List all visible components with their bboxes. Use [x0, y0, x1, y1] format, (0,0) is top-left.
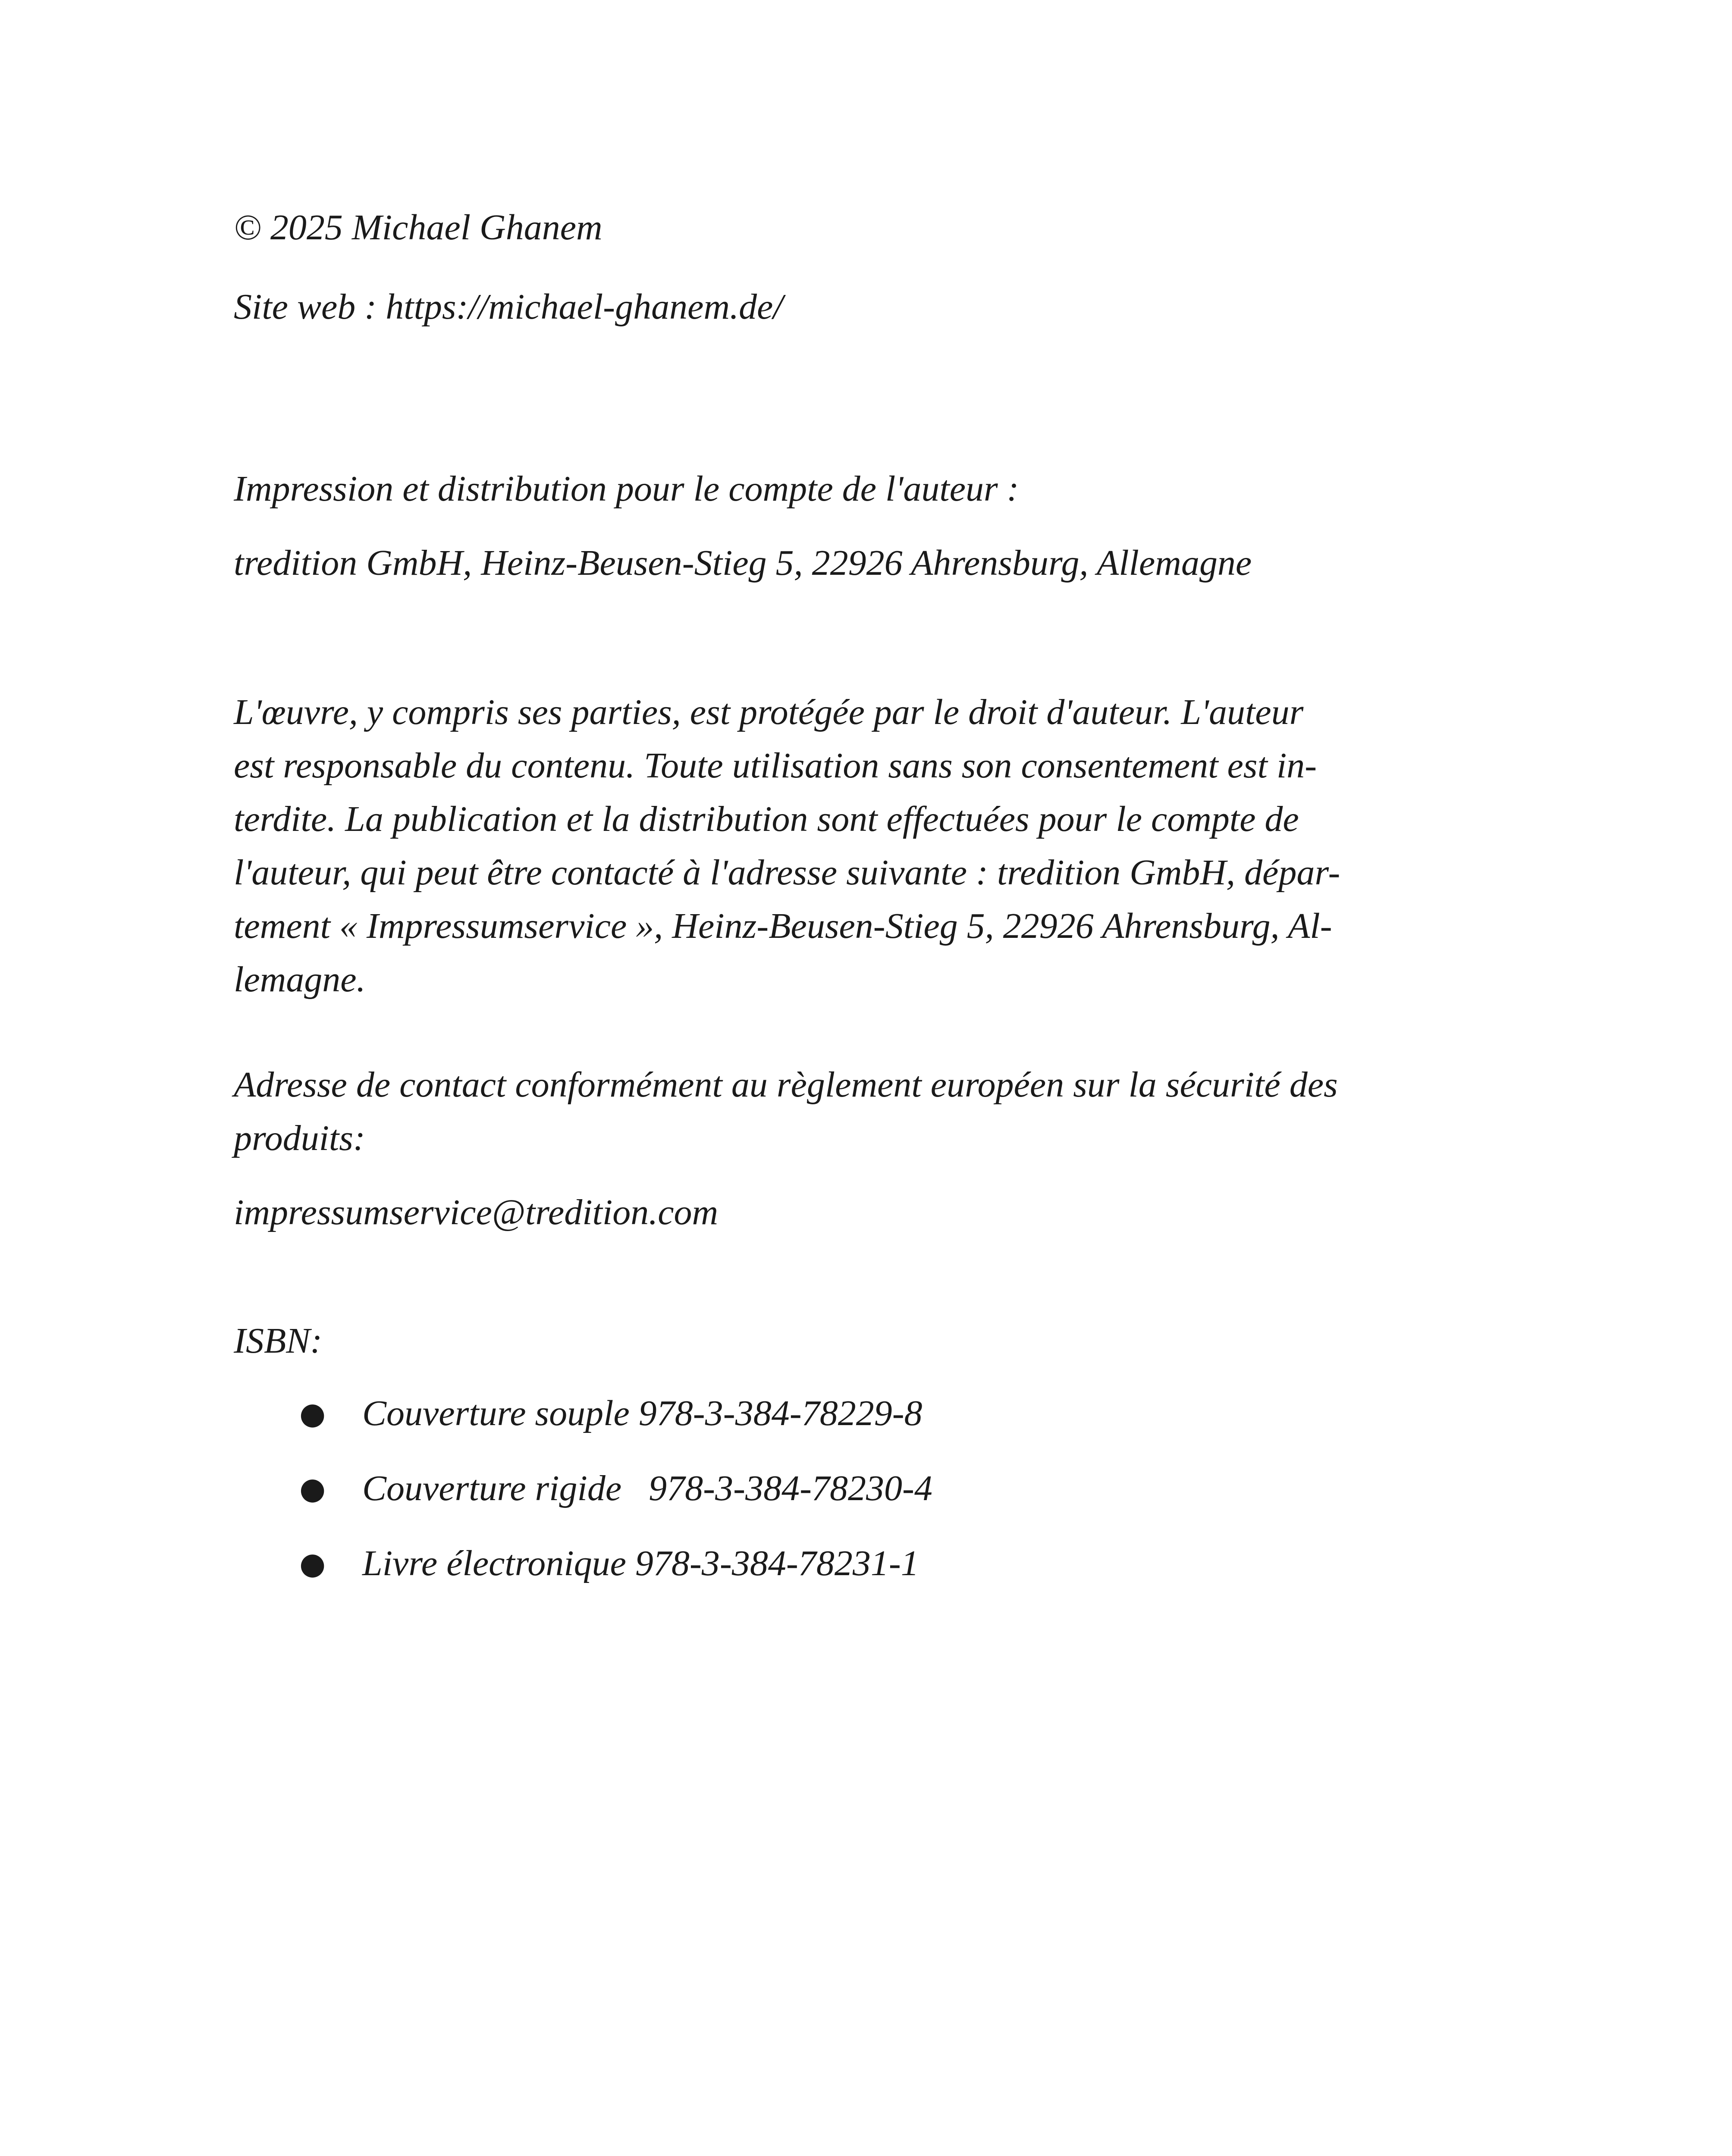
- printing-address: tredition GmbH, Heinz-Beusen-Stieg 5, 22926 Ahrensburg, Allemagne: [234, 543, 1252, 583]
- bullet-icon: ●: [299, 1471, 326, 1506]
- legal-line: L'œuvre, y compris ses parties, est protégée par le droit d'auteur. L'auteur: [234, 692, 1304, 732]
- isbn-item-label: Couverture souple 978-3-384-78229-8: [362, 1393, 922, 1433]
- contact-email: impressumservice@tredition.com: [234, 1192, 719, 1232]
- website-line: Site web : https://michael-ghanem.de/: [234, 287, 783, 327]
- legal-paragraph: [234, 686, 1484, 1006]
- isbn-item-label: Couverture rigide 978-3-384-78230-4: [362, 1468, 933, 1508]
- legal-line: lemagne.: [234, 959, 366, 1000]
- bullet-icon: ●: [299, 1396, 326, 1431]
- contact-line: produits:: [234, 1118, 365, 1158]
- bullet-icon: ●: [299, 1546, 326, 1581]
- legal-line: tement « Impressumservice », Heinz-Beusen-Stieg 5, 22926 Ahrensburg, Al-: [234, 906, 1332, 946]
- printing-heading: Impression et distribution pour le compte de l'auteur :: [234, 469, 1019, 509]
- isbn-label: ISBN:: [234, 1321, 323, 1361]
- contact-paragraph: [234, 1058, 1484, 1165]
- isbn-item-label: Livre électronique 978-3-384-78231-1: [362, 1543, 919, 1583]
- copyright-line: © 2025 Michael Ghanem: [234, 207, 602, 248]
- legal-line: l'auteur, qui peut être contacté à l'adresse suivante : tredition GmbH, dépar-: [234, 852, 1340, 893]
- contact-line: Adresse de contact conformément au règlement européen sur la sécurité des: [234, 1065, 1338, 1105]
- legal-line: terdite. La publication et la distribution sont effectuées pour le compte de: [234, 799, 1299, 839]
- legal-line: est responsable du contenu. Toute utilisation sans son consentement est in-: [234, 746, 1317, 786]
